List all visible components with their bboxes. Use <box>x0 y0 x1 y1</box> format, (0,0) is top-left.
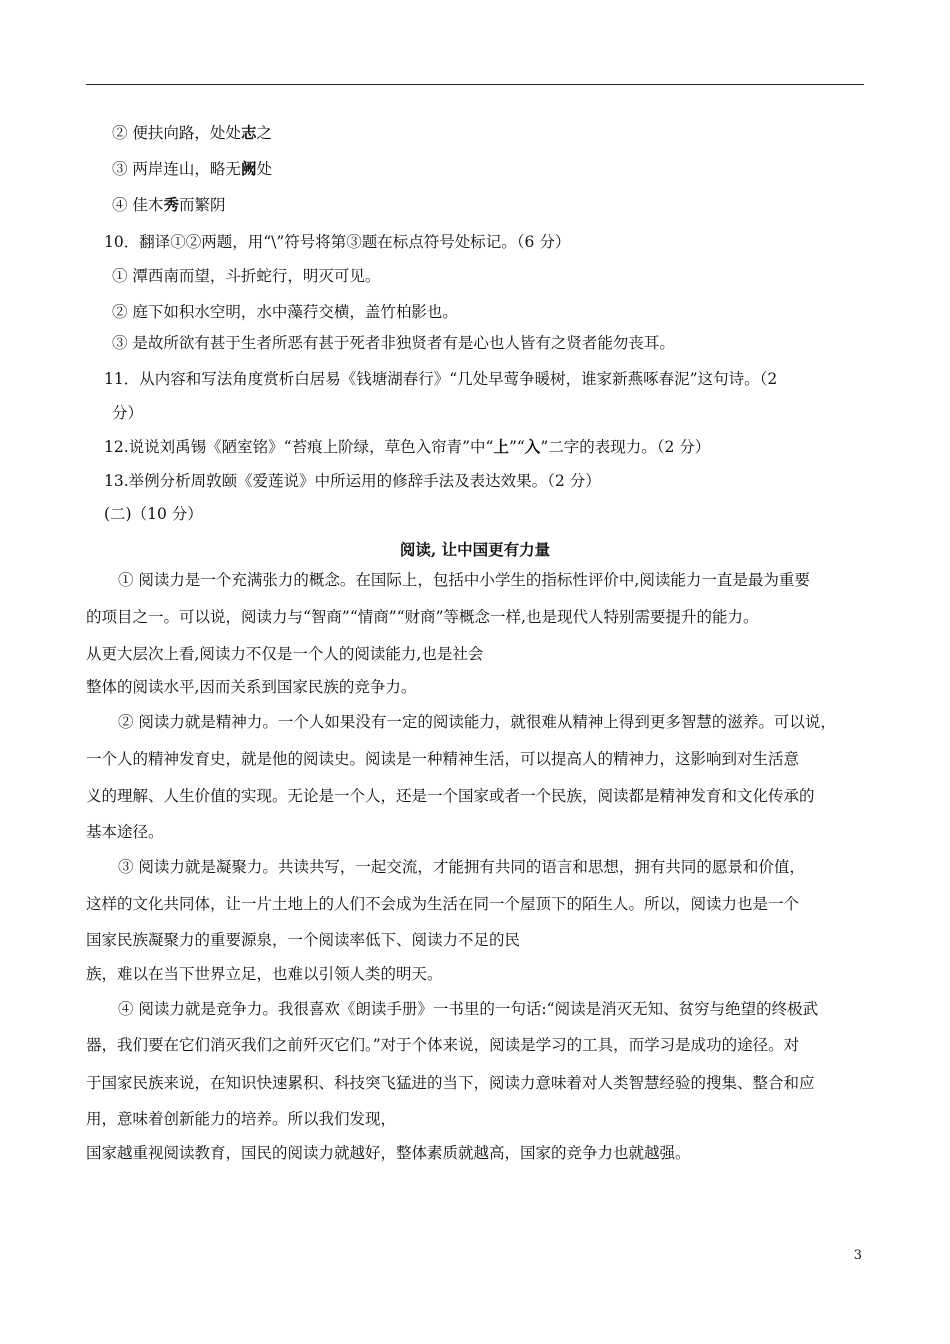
q12-bold-1: 上 <box>493 437 509 456</box>
q13: 13.举例分析周敦颐《爱莲说》中所运用的修辞手法及表达效果。（2 分） <box>104 472 601 490</box>
q9-item-4-post: 而繁阴 <box>178 196 226 214</box>
q9-item-3-bold: 阙 <box>240 159 257 178</box>
q12-post: ”二字的表现力。（2 分） <box>540 438 711 456</box>
q9-item-3-post: 处 <box>256 160 272 178</box>
p4-line-4: 用，意味着创新能力的培养。所以我们发现， <box>86 1110 397 1128</box>
p3-line-3: 国家民族凝聚力的重要源泉，一个阅读率低下、阅读力不足的民 <box>86 931 521 949</box>
q9-item-3 <box>112 159 272 179</box>
q10-sentence-3: ③ 是故所欲有甚于生者所恶有甚于死者非独贤者有是心也人皆有之贤者能勿丧耳。 <box>112 334 675 352</box>
q9-item-2-post: 之 <box>256 124 272 142</box>
p2-line-2: 一个人的精神发育史，就是他的阅读史。阅读是一种精神生活，可以提高人的精神力，这影响到对生活意 <box>86 750 800 768</box>
q11-line-1: 11．从内容和写法角度赏析白居易《钱塘湖春行》“几处早莺争暖树，谁家新燕啄春泥”这句诗。（2 <box>104 370 778 388</box>
q10-stem: 10．翻译①②两题，用“\”符号将第③题在标点符号处标记。（6 分） <box>104 233 571 251</box>
q9-item-4 <box>112 195 225 215</box>
p3-line-4: 族，难以在当下世界立足，也难以引领人类的明天。 <box>86 965 443 983</box>
q10-sentence-2: ② 庭下如积水空明，水中藻荇交横，盖竹柏影也。 <box>112 303 458 321</box>
q9-item-2-pre: ② 便扶向路，处处 <box>112 124 241 142</box>
q11-line-2: 分） <box>112 404 144 422</box>
p4-line-2: 器，我们要在它们消灭我们之前歼灭它们。”对于个体来说，阅读是学习的工具，而学习是成功的途径。对 <box>86 1036 800 1054</box>
header-rule <box>86 84 864 85</box>
q9-item-4-pre: ④ 佳木 <box>112 196 164 214</box>
q9-item-2 <box>112 123 272 143</box>
q9-item-3-pre: ③ 两岸连山，略无 <box>112 160 241 178</box>
p1-line-3: 从更大层次上看,阅读力不仅是一个人的阅读能力,也是社会 <box>86 645 484 663</box>
q9-item-4-bold: 秀 <box>163 195 179 214</box>
q12 <box>104 437 710 457</box>
article-title: 阅读, 让中国更有力量 <box>399 540 551 559</box>
p3-line-1: ③ 阅读力就是凝聚力。共读共写，一起交流，才能拥有共同的语言和思想，拥有共同的愿景和价值， <box>118 858 805 876</box>
p1-line-2: 的项目之一。可以说，阅读力与“智商”“情商”“财商”等概念一样,也是现代人特别需要提升的能力。 <box>86 608 759 626</box>
p2-line-3: 义的理解、人生价值的实现。无论是一个人，还是一个国家或者一个民族，阅读都是精神发育和文化传承的 <box>86 787 815 805</box>
p4-line-5: 国家越重视阅读教育，国民的阅读力就越好，整体素质就越高，国家的竞争力也就越强。 <box>86 1144 691 1162</box>
q12-pre: 12.说说刘禹锡《陋室铭》“苔痕上阶绿，草色入帘青”中“ <box>104 438 494 456</box>
p2-line-1: ② 阅读力就是精神力。一个人如果没有一定的阅读能力，就很难从精神上得到更多智慧的滋养。可以说， <box>118 713 836 731</box>
q12-bold-2: 入 <box>524 437 541 456</box>
p1-line-4: 整体的阅读水平,因而关系到国家民族的竞争力。 <box>86 678 417 696</box>
p3-line-2: 这样的文化共同体，让一片土地上的人们不会成为生活在同一个屋顶下的陌生人。所以，阅读力也是一个 <box>86 895 800 913</box>
p4-line-1: ④ 阅读力就是竞争力。我很喜欢《朗读手册》一书里的一句话:“阅读是消灭无知、贫穷与绝望的终极武 <box>118 1000 819 1018</box>
q9-item-2-bold: 志 <box>240 123 257 142</box>
section-heading: (二)（10 分） <box>104 505 203 523</box>
p4-line-3: 于国家民族来说，在知识快速累积、科技突飞猛进的当下，阅读力意味着对人类智慧经验的搜集、整合和应 <box>86 1074 815 1092</box>
p1-line-1: ① 阅读力是一个充满张力的概念。在国际上，包括中小学生的指标性评价中,阅读能力一直是最为重要 <box>118 571 810 589</box>
page-number: 3 <box>853 1248 862 1263</box>
p2-line-4: 基本途径。 <box>86 823 164 841</box>
q10-sentence-1: ① 潭西南而望，斗折蛇行，明灭可见。 <box>112 267 381 285</box>
q12-mid: ”“ <box>508 438 525 456</box>
